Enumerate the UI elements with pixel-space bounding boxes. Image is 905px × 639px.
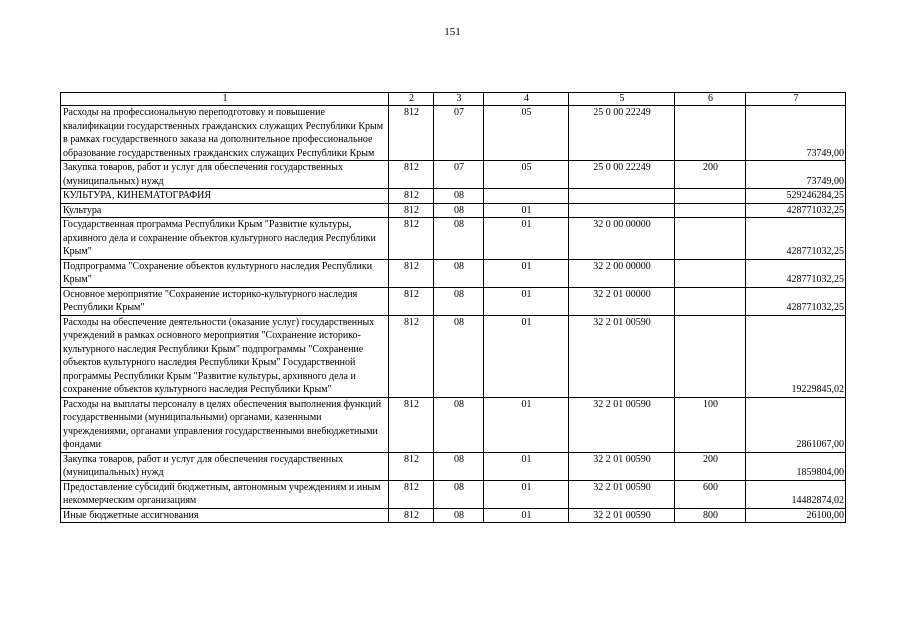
row-name: Культура [61, 203, 389, 218]
row-code-3: 08 [434, 452, 484, 480]
row-code-5: 25 0 00 22249 [569, 161, 675, 189]
row-code-6 [675, 218, 746, 260]
table-row [61, 287, 846, 315]
table-row [61, 452, 846, 480]
row-code-5 [569, 203, 675, 218]
row-code-2: 812 [389, 315, 434, 397]
row-code-4: 01 [484, 315, 569, 397]
row-code-2: 812 [389, 259, 434, 287]
row-code-4: 01 [484, 452, 569, 480]
row-code-5: 32 2 01 00590 [569, 508, 675, 523]
row-name: Расходы на профессиональную переподготовку и повышение квалификации государственных гражданских служащих Республики Крым в рамках государственного заказа на дополнительное профессиональное образование государственных гражданских служащих Республики Крым [61, 106, 389, 161]
row-amount: 428771032,25 [746, 287, 846, 315]
row-amount: 1859804,00 [746, 452, 846, 480]
row-code-5 [569, 189, 675, 204]
row-name: Расходы на выплаты персоналу в целях обеспечения выполнения функций государственными (муниципальными) органами, казенными учреждениями, органами управления государственными внебюджетными фондами [61, 397, 389, 452]
row-name: Подпрограмма "Сохранение объектов культурного наследия Республики Крым" [61, 259, 389, 287]
row-code-3: 08 [434, 259, 484, 287]
row-code-5: 32 2 01 00590 [569, 480, 675, 508]
table-row [61, 315, 846, 397]
row-amount: 73749,00 [746, 106, 846, 161]
row-code-6 [675, 106, 746, 161]
row-code-6 [675, 203, 746, 218]
table-row [61, 106, 846, 161]
table-row [61, 397, 846, 452]
row-code-2: 812 [389, 287, 434, 315]
row-amount: 73749,00 [746, 161, 846, 189]
row-code-6 [675, 315, 746, 397]
table-row [61, 480, 846, 508]
row-code-2: 812 [389, 218, 434, 260]
row-code-6 [675, 287, 746, 315]
table-row [61, 259, 846, 287]
table-row [61, 203, 846, 218]
row-code-3: 08 [434, 287, 484, 315]
header-cell-2: 2 [389, 93, 434, 106]
row-code-5: 32 2 01 00590 [569, 315, 675, 397]
row-code-6 [675, 189, 746, 204]
table-row [61, 218, 846, 260]
header-row [61, 93, 846, 106]
budget-table [60, 92, 846, 523]
row-code-2: 812 [389, 508, 434, 523]
row-amount: 529246284,25 [746, 189, 846, 204]
row-name: Предоставление субсидий бюджетным, автономным учреждениям и иным некоммерческим организациям [61, 480, 389, 508]
row-code-6: 800 [675, 508, 746, 523]
row-code-2: 812 [389, 480, 434, 508]
row-name: Иные бюджетные ассигнования [61, 508, 389, 523]
row-code-6: 200 [675, 161, 746, 189]
row-code-4: 01 [484, 218, 569, 260]
row-code-3: 08 [434, 203, 484, 218]
row-name: КУЛЬТУРА, КИНЕМАТОГРАФИЯ [61, 189, 389, 204]
row-name: Закупка товаров, работ и услуг для обеспечения государственных (муниципальных) нужд [61, 452, 389, 480]
row-code-6 [675, 259, 746, 287]
row-code-4: 01 [484, 287, 569, 315]
row-name: Основное мероприятие "Сохранение историко-культурного наследия Республики Крым" [61, 287, 389, 315]
row-amount: 428771032,25 [746, 203, 846, 218]
row-code-5: 32 0 00 00000 [569, 218, 675, 260]
row-amount: 2861067,00 [746, 397, 846, 452]
row-code-4 [484, 189, 569, 204]
row-code-3: 07 [434, 106, 484, 161]
row-code-4: 01 [484, 508, 569, 523]
table-row [61, 161, 846, 189]
page-number: 151 [444, 26, 461, 38]
row-code-4: 01 [484, 203, 569, 218]
row-code-3: 08 [434, 189, 484, 204]
row-name: Закупка товаров, работ и услуг для обеспечения государственных (муниципальных) нужд [61, 161, 389, 189]
row-code-2: 812 [389, 397, 434, 452]
row-code-3: 08 [434, 315, 484, 397]
table-row [61, 189, 846, 204]
row-name: Государственная программа Республики Крым "Развитие культуры, архивного дела и сохранение объектов культурного наследия Республики Крым" [61, 218, 389, 260]
row-code-6: 200 [675, 452, 746, 480]
header-cell-4: 4 [484, 93, 569, 106]
header-cell-3: 3 [434, 93, 484, 106]
row-amount: 19229845,02 [746, 315, 846, 397]
header-cell-6: 6 [675, 93, 746, 106]
row-name: Расходы на обеспечение деятельности (оказание услуг) государственных учреждений в рамках основного мероприятия "Сохранение историко-культурного наследия Республики Крым" подпрограммы "Сохранение объектов культурного наследия Республики Крым" Государственной программы Республики Крым "Развитие культуры, архивного дела и сохранение объектов культурного наследия Республики Крым" [61, 315, 389, 397]
header-cell-5: 5 [569, 93, 675, 106]
row-code-3: 07 [434, 161, 484, 189]
row-code-5: 32 2 01 00000 [569, 287, 675, 315]
row-code-4: 01 [484, 480, 569, 508]
row-code-4: 01 [484, 397, 569, 452]
row-code-4: 05 [484, 161, 569, 189]
row-amount: 14482874,02 [746, 480, 846, 508]
header-cell-1: 1 [61, 93, 389, 106]
row-code-3: 08 [434, 218, 484, 260]
row-code-4: 01 [484, 259, 569, 287]
header-cell-7: 7 [746, 93, 846, 106]
row-code-3: 08 [434, 508, 484, 523]
row-code-2: 812 [389, 203, 434, 218]
row-code-5: 32 2 01 00590 [569, 397, 675, 452]
row-code-2: 812 [389, 106, 434, 161]
row-code-5: 32 2 00 00000 [569, 259, 675, 287]
row-code-6: 100 [675, 397, 746, 452]
table-row [61, 508, 846, 523]
row-code-2: 812 [389, 452, 434, 480]
row-amount: 428771032,25 [746, 259, 846, 287]
row-amount: 428771032,25 [746, 218, 846, 260]
row-code-2: 812 [389, 161, 434, 189]
row-code-4: 05 [484, 106, 569, 161]
row-code-5: 25 0 00 22249 [569, 106, 675, 161]
row-code-3: 08 [434, 397, 484, 452]
row-amount: 26100,00 [746, 508, 846, 523]
row-code-3: 08 [434, 480, 484, 508]
row-code-6: 600 [675, 480, 746, 508]
row-code-5: 32 2 01 00590 [569, 452, 675, 480]
row-code-2: 812 [389, 189, 434, 204]
